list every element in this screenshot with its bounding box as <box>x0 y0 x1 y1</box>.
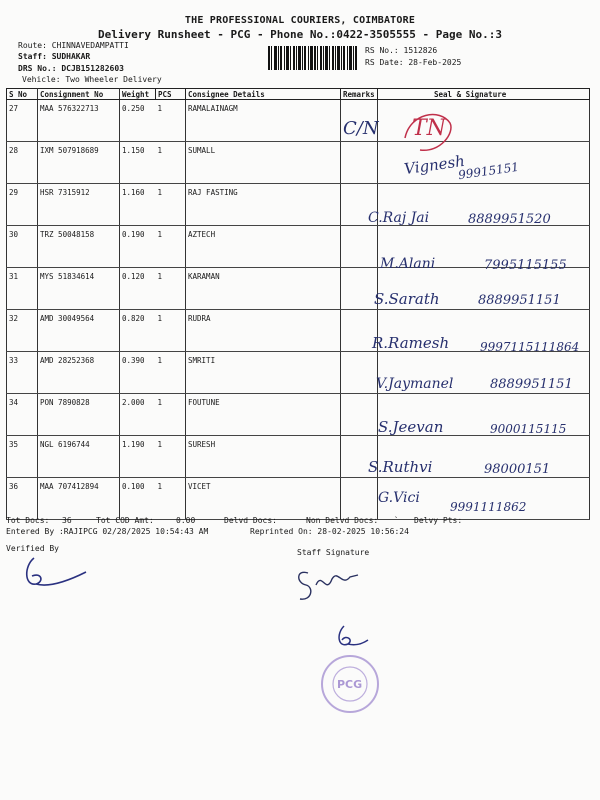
row-sno: 32 <box>7 310 38 352</box>
row-consignee: RUDRA <box>186 310 341 352</box>
phone-handwriting: 9000115115 <box>490 422 567 436</box>
row-consignment-no: AMD 28252368 <box>38 352 120 394</box>
row-sno: 34 <box>7 394 38 436</box>
row-weight: 2.000 <box>120 394 156 436</box>
row-pcs: 1 <box>156 436 186 478</box>
row-weight: 1.150 <box>120 142 156 184</box>
red-signature-loop <box>400 108 460 158</box>
row-consignment-no: MAA 576322713 <box>38 100 120 142</box>
row-consignment-no: MAA 707412894 <box>38 478 120 520</box>
phone-handwriting: 99915151 <box>457 159 520 183</box>
seal-handwriting: TN <box>412 116 446 141</box>
signature-handwriting: G.Vici <box>378 490 420 506</box>
tot-docs-label: Tot Docs: <box>6 516 50 525</box>
cod-label: Tot COD Amt: <box>96 516 154 525</box>
row-weight: 0.820 <box>120 310 156 352</box>
row-consignment-no: PON 7890828 <box>38 394 120 436</box>
rs-number: RS No.: 1512826 <box>365 46 438 55</box>
column-header: Weight <box>120 89 156 100</box>
row-pcs: 1 <box>156 226 186 268</box>
phone-handwriting: 7995115155 <box>484 258 567 273</box>
runsheet-title: Delivery Runsheet - PCG - Phone No.:0422-3505555 - Page No.:3 <box>98 28 502 41</box>
row-consignee: KARAMAN <box>186 268 341 310</box>
stamp-text: PCG <box>337 678 363 691</box>
signature-handwriting: C.Raj Jai <box>368 210 430 226</box>
phone-handwriting: 98000151 <box>484 462 551 477</box>
row-sno: 29 <box>7 184 38 226</box>
verified-by-label: Verified By <box>6 544 59 553</box>
row-remarks <box>341 478 378 520</box>
row-pcs: 1 <box>156 352 186 394</box>
phone-handwriting: 9997115111864 <box>480 340 580 354</box>
table-header-row <box>7 89 590 100</box>
row-consignee: FOUTUNE <box>186 394 341 436</box>
row-sno: 28 <box>7 142 38 184</box>
row-consignment-no: HSR 7315912 <box>38 184 120 226</box>
rs-date: RS Date: 28-Feb-2025 <box>365 58 462 67</box>
row-remarks <box>341 352 378 394</box>
row-remarks <box>341 394 378 436</box>
row-consignee: SURESH <box>186 436 341 478</box>
signature-handwriting: V.Jaymanel <box>376 376 454 392</box>
table-row <box>7 100 590 142</box>
row-consignment-no: AMD 30049564 <box>38 310 120 352</box>
phone-handwriting: 8889951520 <box>468 212 551 227</box>
row-consignee: VICET <box>186 478 341 520</box>
verified-signature <box>20 554 90 594</box>
drs-number: DRS No.: DCJB151282603 <box>18 64 124 73</box>
delvd-label: Delvd Docs: <box>224 516 277 525</box>
column-header: PCS <box>156 89 186 100</box>
row-sno: 35 <box>7 436 38 478</box>
row-pcs: 1 <box>156 184 186 226</box>
reprinted-on: Reprinted On: 28-02-2025 10:56:24 <box>250 527 409 536</box>
row-consignment-no: IXM 507918689 <box>38 142 120 184</box>
route-label: Route: CHINNAVEDAMPATTI <box>18 41 129 50</box>
row-consignee: SMRITI <box>186 352 341 394</box>
phone-handwriting: 8889951151 <box>478 293 561 308</box>
non-delvd-value: ` <box>394 516 399 525</box>
row-consignee: RAJ FASTING <box>186 184 341 226</box>
staff-signature <box>292 565 362 610</box>
delvy-pts-label: Delvy Pts: <box>414 516 463 525</box>
initial-signature <box>330 624 370 652</box>
signature-handwriting: M.Alani <box>380 256 436 272</box>
column-header: Consignee Details <box>186 89 341 100</box>
signature-handwriting: S.Sarath <box>374 290 440 308</box>
row-weight: 0.190 <box>120 226 156 268</box>
row-consignee: AZTECH <box>186 226 341 268</box>
row-remarks <box>341 268 378 310</box>
row-pcs: 1 <box>156 394 186 436</box>
entered-by: Entered By :RAJIPCG 02/28/2025 10:54:43 AM <box>6 527 209 536</box>
phone-handwriting: 9991111862 <box>450 500 527 514</box>
row-pcs: 1 <box>156 100 186 142</box>
row-weight: 0.390 <box>120 352 156 394</box>
row-consignee: RAMALAINAGM <box>186 100 341 142</box>
row-sno: 36 <box>7 478 38 520</box>
staff-signature-label: Staff Signature <box>297 548 370 557</box>
column-header: Consignment No <box>38 89 120 100</box>
vehicle-label: Vehicle: Two Wheeler Delivery <box>22 75 162 84</box>
row-consignment-no: TRZ 50048158 <box>38 226 120 268</box>
row-remarks <box>341 226 378 268</box>
row-sno: 27 <box>7 100 38 142</box>
signature-handwriting: R.Ramesh <box>372 334 450 352</box>
remark-handwriting: C/N <box>343 118 379 139</box>
row-sno: 30 <box>7 226 38 268</box>
row-consignment-no: MYS 51834614 <box>38 268 120 310</box>
staff-label: Staff: SUDHAKAR <box>18 52 91 61</box>
cod-value: 0.00 <box>176 516 196 525</box>
column-header: S No <box>7 89 38 100</box>
tot-docs-value: 36 <box>62 516 72 525</box>
row-pcs: 1 <box>156 142 186 184</box>
barcode-image <box>268 46 358 70</box>
row-remarks <box>341 142 378 184</box>
row-sno: 31 <box>7 268 38 310</box>
row-sno: 33 <box>7 352 38 394</box>
row-weight: 1.160 <box>120 184 156 226</box>
row-weight: 0.100 <box>120 478 156 520</box>
row-pcs: 1 <box>156 478 186 520</box>
row-weight: 1.190 <box>120 436 156 478</box>
column-header: Seal & Signature <box>378 89 590 100</box>
non-delvd-label: Non Delvd Docs: <box>306 516 379 525</box>
signature-handwriting: S.Jeevan <box>378 418 444 436</box>
phone-handwriting: 8889951151 <box>490 377 573 392</box>
column-header: Remarks <box>341 89 378 100</box>
row-weight: 0.120 <box>120 268 156 310</box>
row-consignee: SUMALL <box>186 142 341 184</box>
row-weight: 0.250 <box>120 100 156 142</box>
signature-handwriting: Vignesh <box>403 151 466 179</box>
row-pcs: 1 <box>156 268 186 310</box>
row-consignment-no: NGL 6196744 <box>38 436 120 478</box>
company-title: THE PROFESSIONAL COURIERS, COIMBATORE <box>184 15 416 26</box>
signature-handwriting: S.Ruthvi <box>368 458 433 476</box>
row-pcs: 1 <box>156 310 186 352</box>
